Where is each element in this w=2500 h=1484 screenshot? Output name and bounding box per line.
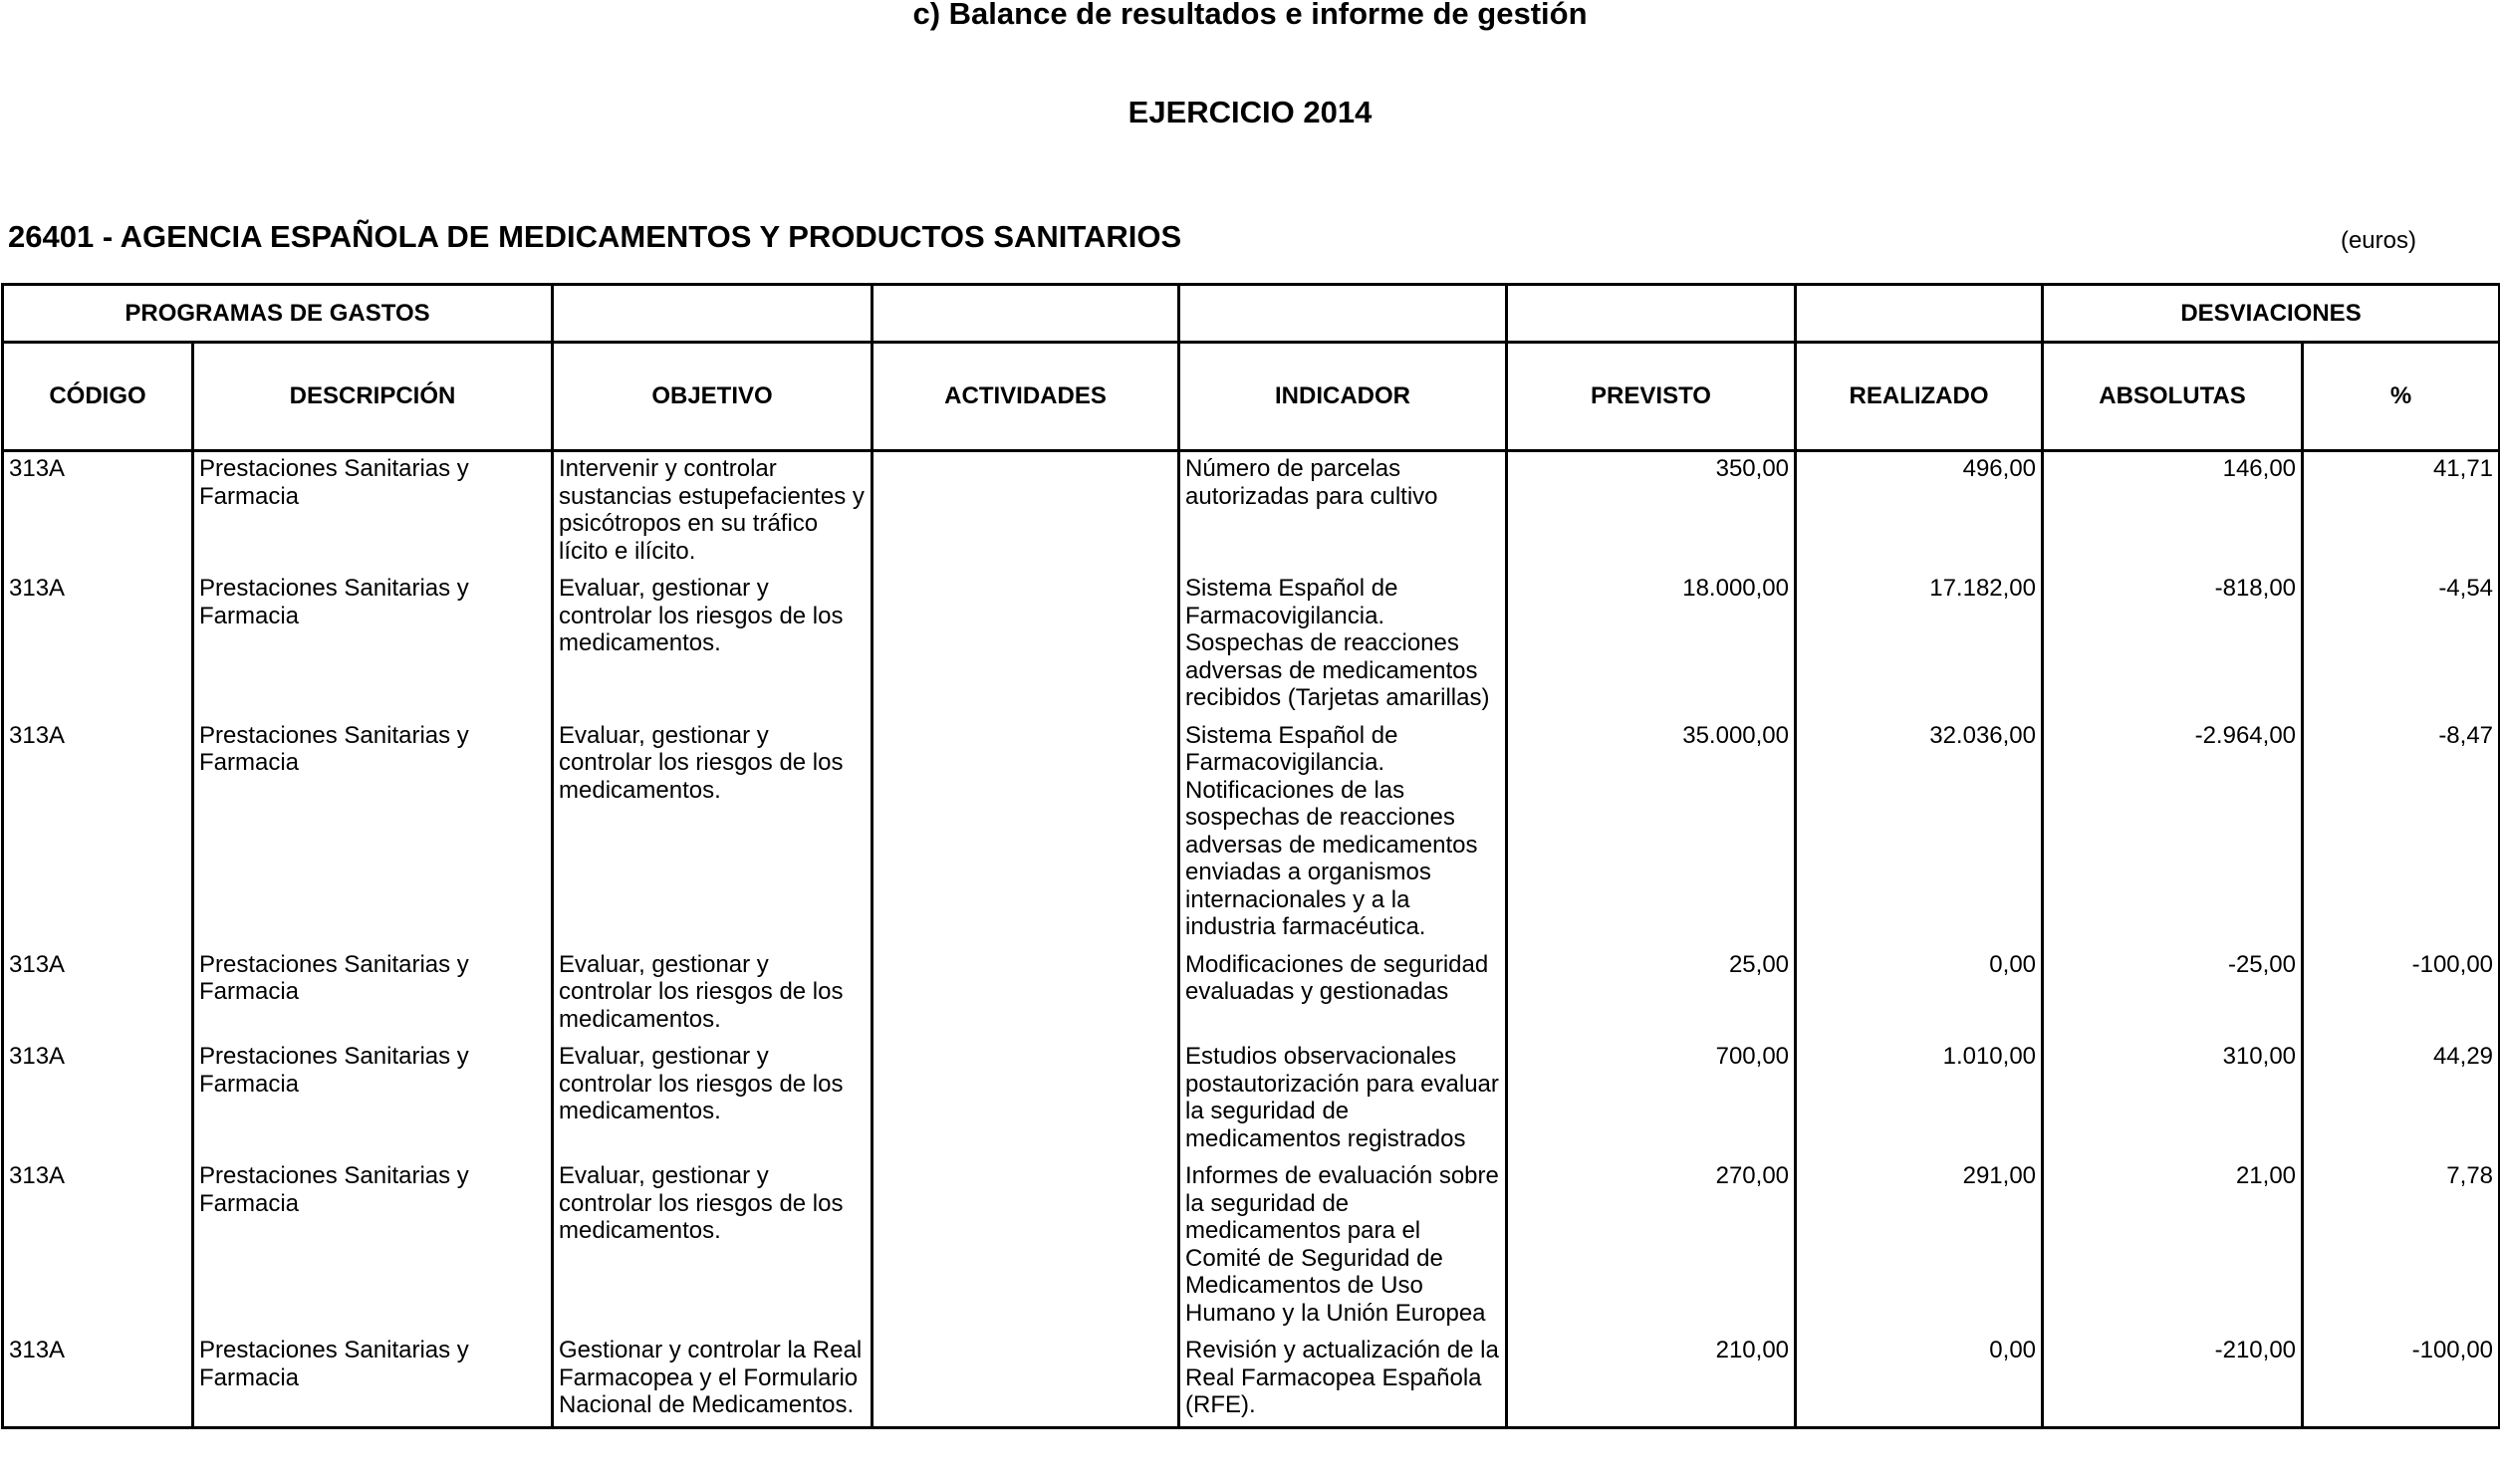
cell-actividades — [873, 1159, 1179, 1334]
cell-descripcion: Prestaciones Sanitarias y Farmacia — [193, 572, 553, 719]
cell-absolutas: 146,00 — [2043, 451, 2303, 573]
table-row — [3, 1334, 2500, 1427]
cell-actividades — [873, 1040, 1179, 1159]
column-header-porcentaje: % — [2303, 343, 2500, 451]
cell-porcentaje: 7,78 — [2303, 1159, 2500, 1334]
cell-previsto: 270,00 — [1507, 1159, 1796, 1334]
table-row — [3, 1159, 2500, 1334]
cell-codigo: 313A — [3, 451, 193, 573]
cell-indicador: Sistema Español de Farmacovigilancia. Notificaciones de las sospechas de reacciones adversas de medicamentos enviadas a organismos internacionales y a la industria farmacéutica. — [1179, 719, 1507, 948]
programas-group-header: PROGRAMAS DE GASTOS — [3, 285, 553, 343]
cell-codigo: 313A — [3, 1334, 193, 1427]
cell-porcentaje: -8,47 — [2303, 719, 2500, 948]
column-header-codigo: CÓDIGO — [3, 343, 193, 451]
cell-realizado: 0,00 — [1796, 948, 2043, 1041]
table-row — [3, 948, 2500, 1041]
cell-previsto: 350,00 — [1507, 451, 1796, 573]
cell-realizado: 291,00 — [1796, 1159, 2043, 1334]
column-header-row — [3, 343, 2500, 451]
cell-codigo: 313A — [3, 1040, 193, 1159]
cell-codigo: 313A — [3, 948, 193, 1041]
cell-objetivo: Evaluar, gestionar y controlar los riesgos de los medicamentos. — [553, 572, 873, 719]
cell-descripcion: Prestaciones Sanitarias y Farmacia — [193, 719, 553, 948]
column-header-previsto: PREVISTO — [1507, 343, 1796, 451]
cell-indicador: Número de parcelas autorizadas para cultivo — [1179, 451, 1507, 573]
empty-group-header — [553, 285, 873, 343]
column-header-descripcion: DESCRIPCIÓN — [193, 343, 553, 451]
empty-group-header — [1796, 285, 2043, 343]
cell-descripcion: Prestaciones Sanitarias y Farmacia — [193, 451, 553, 573]
empty-group-header — [873, 285, 1179, 343]
cell-indicador: Sistema Español de Farmacovigilancia. Sospechas de reacciones adversas de medicamentos recibidos (Tarjetas amarillas) — [1179, 572, 1507, 719]
agency-heading: 26401 - AGENCIA ESPAÑOLA DE MEDICAMENTOS Y PRODUCTOS SANITARIOS — [8, 219, 1182, 254]
column-header-objetivo: OBJETIVO — [553, 343, 873, 451]
cell-porcentaje: -100,00 — [2303, 948, 2500, 1041]
cell-objetivo: Evaluar, gestionar y controlar los riesgos de los medicamentos. — [553, 1159, 873, 1334]
results-table — [1, 283, 2500, 1429]
cell-codigo: 313A — [3, 1159, 193, 1334]
cell-actividades — [873, 572, 1179, 719]
cell-previsto: 700,00 — [1507, 1040, 1796, 1159]
column-header-realizado: REALIZADO — [1796, 343, 2043, 451]
cell-indicador: Informes de evaluación sobre la seguridad de medicamentos para el Comité de Seguridad de Medicamentos de Uso Humano y la Unión Europea — [1179, 1159, 1507, 1334]
cell-realizado: 0,00 — [1796, 1334, 2043, 1427]
group-header-row — [3, 285, 2500, 343]
cell-indicador: Estudios observacionales postautorización para evaluar la seguridad de medicamentos registrados — [1179, 1040, 1507, 1159]
section-title: c) Balance de resultados e informe de gestión — [912, 0, 1588, 31]
cell-objetivo: Intervenir y controlar sustancias estupefacientes y psicótropos en su tráfico lícito e ilícito. — [553, 451, 873, 573]
cell-codigo: 313A — [3, 572, 193, 719]
cell-descripcion: Prestaciones Sanitarias y Farmacia — [193, 1334, 553, 1427]
cell-previsto: 25,00 — [1507, 948, 1796, 1041]
cell-objetivo: Evaluar, gestionar y controlar los riesgos de los medicamentos. — [553, 719, 873, 948]
cell-codigo: 313A — [3, 719, 193, 948]
cell-absolutas: 310,00 — [2043, 1040, 2303, 1159]
cell-descripcion: Prestaciones Sanitarias y Farmacia — [193, 1040, 553, 1159]
table-row — [3, 1040, 2500, 1159]
cell-realizado: 496,00 — [1796, 451, 2043, 573]
cell-absolutas: -2.964,00 — [2043, 719, 2303, 948]
table-row — [3, 451, 2500, 573]
exercise-title: EJERCICIO 2014 — [1127, 95, 1373, 129]
column-header-absolutas: ABSOLUTAS — [2043, 343, 2303, 451]
table-row — [3, 572, 2500, 719]
column-header-indicador: INDICADOR — [1179, 343, 1507, 451]
cell-porcentaje: -100,00 — [2303, 1334, 2500, 1427]
empty-group-header — [1507, 285, 1796, 343]
cell-absolutas: -25,00 — [2043, 948, 2303, 1041]
cell-actividades — [873, 948, 1179, 1041]
cell-descripcion: Prestaciones Sanitarias y Farmacia — [193, 1159, 553, 1334]
cell-indicador: Revisión y actualización de la Real Farmacopea Española (RFE). — [1179, 1334, 1507, 1427]
cell-previsto: 18.000,00 — [1507, 572, 1796, 719]
cell-descripcion: Prestaciones Sanitarias y Farmacia — [193, 948, 553, 1041]
empty-group-header — [1179, 285, 1507, 343]
cell-objetivo: Gestionar y controlar la Real Farmacopea y el Formulario Nacional de Medicamentos. — [553, 1334, 873, 1427]
cell-objetivo: Evaluar, gestionar y controlar los riesgos de los medicamentos. — [553, 948, 873, 1041]
cell-actividades — [873, 451, 1179, 573]
column-header-actividades: ACTIVIDADES — [873, 343, 1179, 451]
cell-actividades — [873, 719, 1179, 948]
cell-objetivo: Evaluar, gestionar y controlar los riesgos de los medicamentos. — [553, 1040, 873, 1159]
cell-previsto: 210,00 — [1507, 1334, 1796, 1427]
cell-previsto: 35.000,00 — [1507, 719, 1796, 948]
cell-absolutas: -818,00 — [2043, 572, 2303, 719]
cell-realizado: 1.010,00 — [1796, 1040, 2043, 1159]
cell-actividades — [873, 1334, 1179, 1427]
cell-realizado: 32.036,00 — [1796, 719, 2043, 948]
desviaciones-group-header: DESVIACIONES — [2043, 285, 2500, 343]
units-label: (euros) — [2340, 227, 2416, 254]
cell-indicador: Modificaciones de seguridad evaluadas y gestionadas — [1179, 948, 1507, 1041]
cell-porcentaje: 44,29 — [2303, 1040, 2500, 1159]
table-row — [3, 719, 2500, 948]
cell-porcentaje: -4,54 — [2303, 572, 2500, 719]
cell-porcentaje: 41,71 — [2303, 451, 2500, 573]
cell-absolutas: -210,00 — [2043, 1334, 2303, 1427]
cell-absolutas: 21,00 — [2043, 1159, 2303, 1334]
cell-realizado: 17.182,00 — [1796, 572, 2043, 719]
